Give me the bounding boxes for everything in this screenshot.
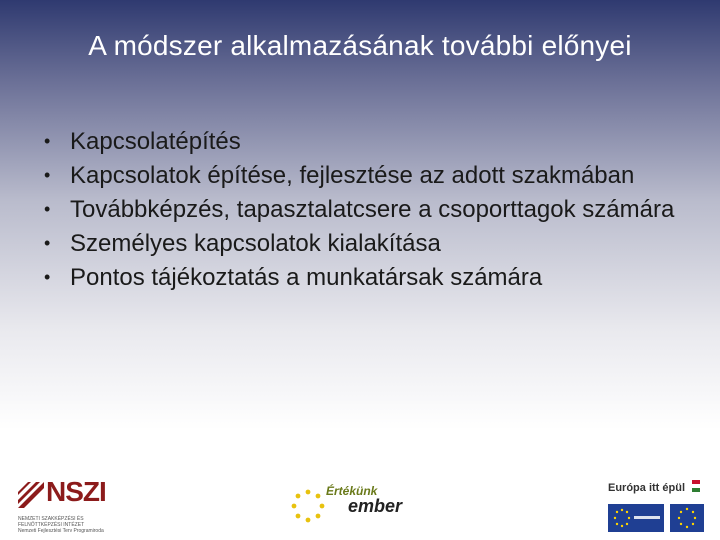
eu-flag-icon: [608, 504, 664, 532]
bullet-item: [44, 162, 694, 189]
eu-stars-icon: [608, 504, 664, 532]
nszi-line1: NEMZETI SZAKKÉPZÉSI ÉS FELNŐTTKÉPZÉSI INTÉZET: [18, 516, 85, 528]
bullet-item: [44, 128, 694, 155]
nszi-subtitle: [18, 516, 113, 534]
bullet-item: [44, 230, 694, 257]
slide-title: A módszer alkalmazásának további előnyei: [88, 30, 632, 61]
bullet-dot: •: [44, 267, 51, 287]
bullet-text: Kapcsolatok építése, fejlesztése az adott szakmában: [70, 162, 635, 189]
eu-stars-icon: [670, 504, 704, 532]
bullet-text: Továbbképzés, tapasztalatcsere a csoporttagok számára: [70, 196, 675, 223]
bullet-dot: •: [44, 165, 51, 185]
nszi-line2: Nemzeti Fejlesztési Terv Programiroda: [18, 528, 104, 534]
ertekunk-text: Értékünk: [326, 484, 378, 498]
bullet-text: Pontos tájékoztatás a munkatársak számára: [70, 264, 543, 291]
bullet-dot: •: [44, 199, 51, 219]
hungarian-flag-icon: [692, 480, 700, 492]
bullet-text: Személyes kapcsolatok kialakítása: [70, 230, 441, 257]
nszi-name: NSZI: [46, 476, 106, 507]
bullet-item: [44, 196, 694, 223]
bullet-list: [44, 128, 694, 298]
bullet-dot: •: [44, 131, 51, 151]
eu-emblem-icon: [670, 504, 704, 532]
bullet-item: [44, 264, 694, 291]
eu-slogan: Európa itt épül: [608, 482, 685, 494]
ertekunk-az-ember-logo: [290, 484, 410, 528]
ember-text: ember: [348, 496, 403, 516]
bullet-text: Kapcsolatépítés: [70, 128, 241, 155]
footer-logos: [0, 470, 720, 540]
nszi-mark-icon: [18, 482, 44, 508]
sun-icon: [290, 488, 326, 524]
bullet-dot: •: [44, 233, 51, 253]
